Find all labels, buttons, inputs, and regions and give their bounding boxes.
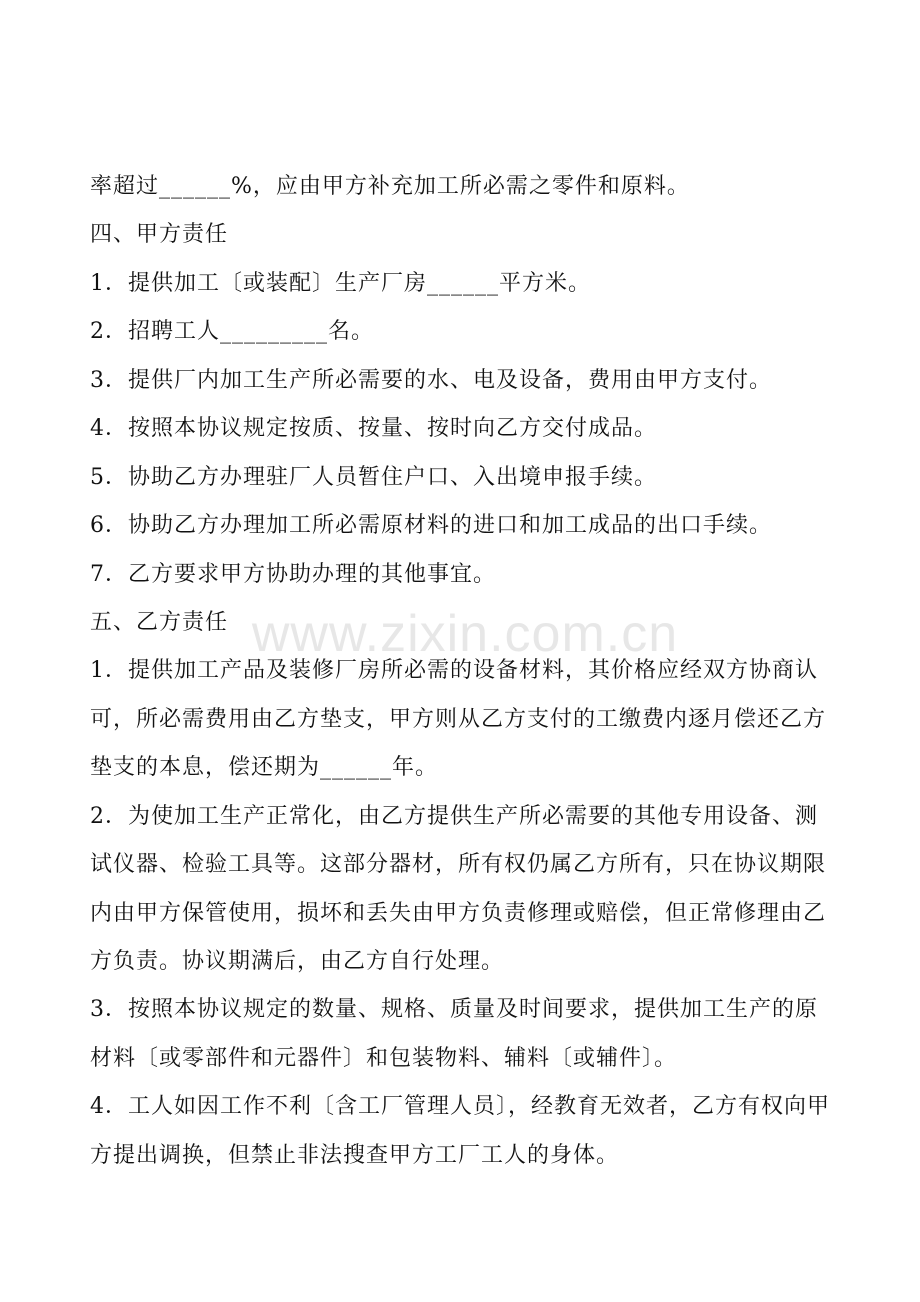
section-heading: 五、乙方责任 <box>90 610 229 635</box>
body-line: 方提出调换，但禁止非法搜查甲方工厂工人的身体。 <box>90 1143 620 1168</box>
body-line: 垫支的本息，偿还期为______年。 <box>90 755 439 780</box>
body-line: 试仪器、检验工具等。这部分器材，所有权仍属乙方所有，只在协议期限 <box>90 852 827 877</box>
body-line: 4．按照本协议规定按质、按量、按时向乙方交付成品。 <box>90 416 657 441</box>
body-line: 4．工人如因工作不利〔含工厂管理人员〕，经教育无效者，乙方有权向甲 <box>90 1094 830 1119</box>
body-line: 方负责。协议期满后，由乙方自行处理。 <box>90 949 505 974</box>
section-heading: 四、甲方责任 <box>90 222 229 247</box>
body-line: 2．招聘工人_________名。 <box>90 319 374 344</box>
body-line: 材料〔或零部件和元器件〕和包装物料、辅料〔或辅件〕。 <box>90 1046 678 1071</box>
body-line: 3．提供厂内加工生产所必需要的水、电及设备，费用由甲方支付。 <box>90 368 772 393</box>
body-line: 可，所必需费用由乙方垫支，甲方则从乙方支付的工缴费内逐月偿还乙方 <box>90 707 827 732</box>
body-line: 内由甲方保管使用，损坏和丢失由甲方负责修理或赔偿，但正常修理由乙 <box>90 901 827 926</box>
body-line: 3．按照本协议规定的数量、规格、质量及时间要求，提供加工生产的原 <box>90 997 818 1022</box>
body-line: 率超过______%，应由甲方补充加工所必需之零件和原料。 <box>90 174 690 199</box>
body-line: 6．协助乙方办理加工所必需原材料的进口和加工成品的出口手续。 <box>90 513 772 538</box>
body-line: 2．为使加工生产正常化，由乙方提供生产所必需要的其他专用设备、测 <box>90 804 818 829</box>
watermark: www.zixin.com.cn <box>251 605 679 663</box>
body-line: 5．协助乙方办理驻厂人员暂住户口、入出境申报手续。 <box>90 465 657 490</box>
body-line: 1．提供加工产品及装修厂房所必需的设备材料，其价格应经双方协商认 <box>90 658 818 683</box>
body-line: 1．提供加工〔或装配〕生产厂房______平方米。 <box>90 271 591 296</box>
body-line: 7．乙方要求甲方协助办理的其他事宜。 <box>90 562 496 587</box>
